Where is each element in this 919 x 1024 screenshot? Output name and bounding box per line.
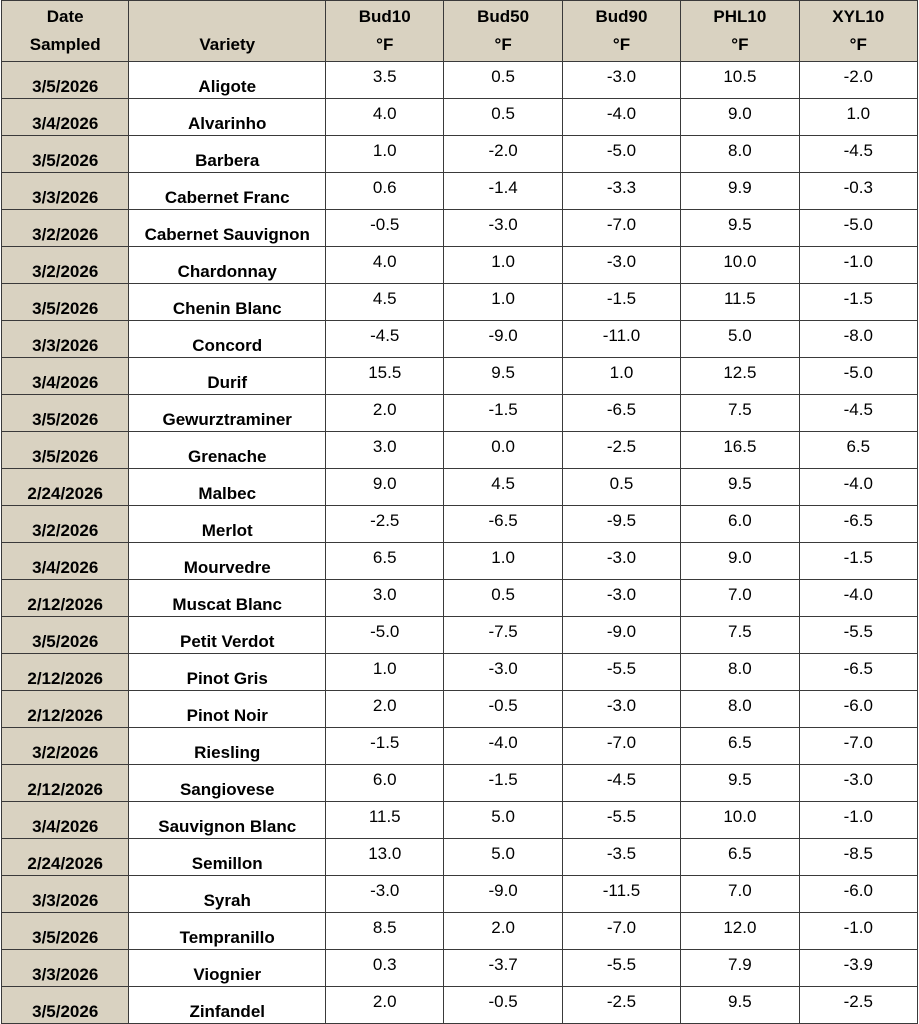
variety-cell: Alvarinho (129, 99, 326, 136)
variety-cell: Zinfandel (129, 987, 326, 1024)
date-sampled-cell: 3/5/2026 (2, 284, 129, 321)
cold-hardiness-table (1, 0, 918, 1024)
bud90-cell: -1.5 (562, 284, 680, 321)
header-xyl10-label: XYL10 (832, 7, 885, 26)
table-row (2, 358, 918, 395)
xyl10-cell: -1.0 (799, 247, 917, 284)
variety-cell: Tempranillo (129, 913, 326, 950)
table-body (2, 62, 918, 1024)
bud50-cell: -7.5 (444, 617, 562, 654)
bud90-cell: -4.0 (562, 99, 680, 136)
xyl10-cell: -1.0 (799, 913, 917, 950)
xyl10-cell: -4.5 (799, 395, 917, 432)
header-xyl10 (799, 1, 917, 62)
xyl10-cell: -1.5 (799, 543, 917, 580)
table-row (2, 247, 918, 284)
variety-cell: Muscat Blanc (129, 580, 326, 617)
header-date-line1: Date (46, 7, 84, 26)
bud90-cell: -4.5 (562, 765, 680, 802)
bud50-cell: -0.5 (444, 691, 562, 728)
table-row (2, 691, 918, 728)
date-sampled-cell: 3/2/2026 (2, 210, 129, 247)
date-sampled-cell: 3/4/2026 (2, 543, 129, 580)
bud90-cell: -3.5 (562, 839, 680, 876)
variety-cell: Pinot Noir (129, 691, 326, 728)
bud90-cell: -5.5 (562, 802, 680, 839)
bud90-cell: -2.5 (562, 432, 680, 469)
phl10-cell: 10.0 (681, 247, 799, 284)
bud50-cell: 5.0 (444, 839, 562, 876)
table-row (2, 173, 918, 210)
phl10-cell: 9.5 (681, 987, 799, 1024)
phl10-cell: 9.5 (681, 469, 799, 506)
header-bud90-label: Bud90 (595, 7, 648, 26)
bud50-cell: 1.0 (444, 543, 562, 580)
bud50-cell: -3.0 (444, 654, 562, 691)
date-sampled-cell: 3/5/2026 (2, 62, 129, 99)
phl10-cell: 7.5 (681, 617, 799, 654)
xyl10-cell: -5.0 (799, 210, 917, 247)
bud50-cell: 1.0 (444, 284, 562, 321)
header-variety-label: Variety (199, 35, 256, 54)
phl10-cell: 16.5 (681, 432, 799, 469)
phl10-cell: 9.5 (681, 765, 799, 802)
bud10-cell: 1.0 (326, 654, 444, 691)
xyl10-cell: -4.0 (799, 580, 917, 617)
phl10-cell: 11.5 (681, 284, 799, 321)
xyl10-cell: -2.5 (799, 987, 917, 1024)
bud90-cell: -7.0 (562, 728, 680, 765)
bud50-cell: -3.0 (444, 210, 562, 247)
xyl10-cell: -0.3 (799, 173, 917, 210)
variety-cell: Barbera (129, 136, 326, 173)
bud50-cell: 9.5 (444, 358, 562, 395)
bud90-cell: 1.0 (562, 358, 680, 395)
phl10-cell: 6.5 (681, 728, 799, 765)
bud50-cell: 0.0 (444, 432, 562, 469)
date-sampled-cell: 2/12/2026 (2, 654, 129, 691)
bud10-cell: 15.5 (326, 358, 444, 395)
phl10-cell: 9.9 (681, 173, 799, 210)
variety-cell: Petit Verdot (129, 617, 326, 654)
table-row (2, 580, 918, 617)
date-sampled-cell: 2/12/2026 (2, 580, 129, 617)
header-bud50-label: Bud50 (477, 7, 530, 26)
variety-cell: Syrah (129, 876, 326, 913)
header-bud50-unit: °F (494, 35, 512, 54)
variety-cell: Pinot Gris (129, 654, 326, 691)
xyl10-cell: -4.0 (799, 469, 917, 506)
bud10-cell: 6.5 (326, 543, 444, 580)
xyl10-cell: -5.0 (799, 358, 917, 395)
table-row (2, 617, 918, 654)
date-sampled-cell: 3/4/2026 (2, 99, 129, 136)
phl10-cell: 12.5 (681, 358, 799, 395)
date-sampled-cell: 3/2/2026 (2, 728, 129, 765)
header-phl10 (681, 1, 799, 62)
date-sampled-cell: 3/5/2026 (2, 395, 129, 432)
table-row (2, 765, 918, 802)
bud50-cell: -3.7 (444, 950, 562, 987)
bud50-cell: -1.4 (444, 173, 562, 210)
table-row (2, 136, 918, 173)
bud50-cell: -9.0 (444, 321, 562, 358)
bud50-cell: 0.5 (444, 62, 562, 99)
bud90-cell: -2.5 (562, 987, 680, 1024)
phl10-cell: 7.5 (681, 395, 799, 432)
table-row (2, 543, 918, 580)
bud10-cell: 6.0 (326, 765, 444, 802)
bud90-cell: -3.0 (562, 247, 680, 284)
variety-cell: Durif (129, 358, 326, 395)
table-row (2, 654, 918, 691)
date-sampled-cell: 3/5/2026 (2, 136, 129, 173)
table-row (2, 210, 918, 247)
xyl10-cell: -3.9 (799, 950, 917, 987)
variety-cell: Chardonnay (129, 247, 326, 284)
bud10-cell: 0.6 (326, 173, 444, 210)
date-sampled-cell: 3/2/2026 (2, 247, 129, 284)
header-phl10-label: PHL10 (713, 7, 767, 26)
bud90-cell: -11.5 (562, 876, 680, 913)
xyl10-cell: 6.5 (799, 432, 917, 469)
variety-cell: Mourvedre (129, 543, 326, 580)
bud50-cell: 1.0 (444, 247, 562, 284)
xyl10-cell: -7.0 (799, 728, 917, 765)
xyl10-cell: -6.5 (799, 654, 917, 691)
date-sampled-cell: 2/12/2026 (2, 765, 129, 802)
bud90-cell: -3.0 (562, 691, 680, 728)
bud50-cell: -2.0 (444, 136, 562, 173)
phl10-cell: 12.0 (681, 913, 799, 950)
bud10-cell: 0.3 (326, 950, 444, 987)
date-sampled-cell: 3/3/2026 (2, 173, 129, 210)
phl10-cell: 10.5 (681, 62, 799, 99)
variety-cell: Grenache (129, 432, 326, 469)
bud10-cell: 13.0 (326, 839, 444, 876)
table-row (2, 395, 918, 432)
variety-cell: Riesling (129, 728, 326, 765)
bud50-cell: -1.5 (444, 765, 562, 802)
bud90-cell: -5.5 (562, 654, 680, 691)
bud10-cell: 2.0 (326, 691, 444, 728)
bud10-cell: 3.0 (326, 580, 444, 617)
xyl10-cell: -8.5 (799, 839, 917, 876)
phl10-cell: 8.0 (681, 691, 799, 728)
variety-cell: Chenin Blanc (129, 284, 326, 321)
table-row (2, 321, 918, 358)
phl10-cell: 8.0 (681, 654, 799, 691)
date-sampled-cell: 3/5/2026 (2, 617, 129, 654)
xyl10-cell: -2.0 (799, 62, 917, 99)
variety-cell: Cabernet Franc (129, 173, 326, 210)
bud90-cell: -7.0 (562, 210, 680, 247)
bud10-cell: 3.0 (326, 432, 444, 469)
bud50-cell: -6.5 (444, 506, 562, 543)
date-sampled-cell: 2/24/2026 (2, 839, 129, 876)
bud10-cell: 4.5 (326, 284, 444, 321)
bud90-cell: -3.0 (562, 62, 680, 99)
bud90-cell: -6.5 (562, 395, 680, 432)
bud50-cell: -0.5 (444, 987, 562, 1024)
phl10-cell: 6.0 (681, 506, 799, 543)
table-row (2, 876, 918, 913)
bud90-cell: -3.0 (562, 543, 680, 580)
header-bud10-unit: °F (376, 35, 394, 54)
header-date-sampled (2, 1, 129, 62)
bud10-cell: -5.0 (326, 617, 444, 654)
bud10-cell: 4.0 (326, 99, 444, 136)
table-row (2, 913, 918, 950)
bud50-cell: 4.5 (444, 469, 562, 506)
bud50-cell: 0.5 (444, 99, 562, 136)
bud50-cell: -9.0 (444, 876, 562, 913)
xyl10-cell: -3.0 (799, 765, 917, 802)
bud50-cell: -4.0 (444, 728, 562, 765)
header-row (2, 1, 918, 62)
phl10-cell: 8.0 (681, 136, 799, 173)
phl10-cell: 5.0 (681, 321, 799, 358)
bud90-cell: -5.5 (562, 950, 680, 987)
bud50-cell: 2.0 (444, 913, 562, 950)
date-sampled-cell: 2/12/2026 (2, 691, 129, 728)
xyl10-cell: -4.5 (799, 136, 917, 173)
phl10-cell: 9.0 (681, 99, 799, 136)
variety-cell: Sangiovese (129, 765, 326, 802)
date-sampled-cell: 3/3/2026 (2, 321, 129, 358)
variety-cell: Merlot (129, 506, 326, 543)
variety-cell: Cabernet Sauvignon (129, 210, 326, 247)
header-date-line2: Sampled (29, 35, 101, 54)
bud90-cell: -9.5 (562, 506, 680, 543)
variety-cell: Semillon (129, 839, 326, 876)
bud10-cell: -0.5 (326, 210, 444, 247)
header-bud50 (444, 1, 562, 62)
bud90-cell: -9.0 (562, 617, 680, 654)
table-row (2, 506, 918, 543)
xyl10-cell: -1.5 (799, 284, 917, 321)
bud50-cell: 5.0 (444, 802, 562, 839)
table-row (2, 839, 918, 876)
phl10-cell: 7.9 (681, 950, 799, 987)
xyl10-cell: -6.5 (799, 506, 917, 543)
table-row (2, 62, 918, 99)
bud10-cell: -4.5 (326, 321, 444, 358)
bud90-cell: 0.5 (562, 469, 680, 506)
phl10-cell: 7.0 (681, 876, 799, 913)
bud50-cell: -1.5 (444, 395, 562, 432)
bud90-cell: -5.0 (562, 136, 680, 173)
bud10-cell: 1.0 (326, 136, 444, 173)
date-sampled-cell: 3/5/2026 (2, 987, 129, 1024)
table-row (2, 99, 918, 136)
table-row (2, 950, 918, 987)
bud10-cell: 2.0 (326, 395, 444, 432)
header-bud90-unit: °F (612, 35, 631, 54)
xyl10-cell: -6.0 (799, 691, 917, 728)
table-row (2, 802, 918, 839)
phl10-cell: 9.5 (681, 210, 799, 247)
header-bud10-label: Bud10 (358, 7, 411, 26)
date-sampled-cell: 3/4/2026 (2, 802, 129, 839)
date-sampled-cell: 3/4/2026 (2, 358, 129, 395)
table-row (2, 432, 918, 469)
phl10-cell: 7.0 (681, 580, 799, 617)
phl10-cell: 10.0 (681, 802, 799, 839)
date-sampled-cell: 3/2/2026 (2, 506, 129, 543)
header-bud10 (326, 1, 444, 62)
bud10-cell: 3.5 (326, 62, 444, 99)
header-xyl10-unit: °F (849, 35, 867, 54)
xyl10-cell: -6.0 (799, 876, 917, 913)
bud50-cell: 0.5 (444, 580, 562, 617)
variety-cell: Gewurztraminer (129, 395, 326, 432)
variety-cell: Concord (129, 321, 326, 358)
bud10-cell: -1.5 (326, 728, 444, 765)
date-sampled-cell: 3/5/2026 (2, 913, 129, 950)
bud10-cell: -2.5 (326, 506, 444, 543)
bud10-cell: 9.0 (326, 469, 444, 506)
table-row (2, 728, 918, 765)
bud90-cell: -3.3 (562, 173, 680, 210)
table-row (2, 284, 918, 321)
variety-cell: Aligote (129, 62, 326, 99)
phl10-cell: 6.5 (681, 839, 799, 876)
variety-cell: Sauvignon Blanc (129, 802, 326, 839)
date-sampled-cell: 2/24/2026 (2, 469, 129, 506)
phl10-cell: 9.0 (681, 543, 799, 580)
bud10-cell: 4.0 (326, 247, 444, 284)
bud10-cell: -3.0 (326, 876, 444, 913)
header-phl10-unit: °F (731, 35, 749, 54)
table-row (2, 987, 918, 1024)
date-sampled-cell: 3/3/2026 (2, 876, 129, 913)
variety-cell: Malbec (129, 469, 326, 506)
xyl10-cell: -8.0 (799, 321, 917, 358)
date-sampled-cell: 3/5/2026 (2, 432, 129, 469)
header-bud90 (562, 1, 680, 62)
bud90-cell: -7.0 (562, 913, 680, 950)
bud10-cell: 8.5 (326, 913, 444, 950)
xyl10-cell: -1.0 (799, 802, 917, 839)
xyl10-cell: 1.0 (799, 99, 917, 136)
header-variety (129, 1, 326, 62)
bud90-cell: -3.0 (562, 580, 680, 617)
table-header (2, 1, 918, 62)
bud10-cell: 2.0 (326, 987, 444, 1024)
variety-cell: Viognier (129, 950, 326, 987)
bud90-cell: -11.0 (562, 321, 680, 358)
xyl10-cell: -5.5 (799, 617, 917, 654)
bud10-cell: 11.5 (326, 802, 444, 839)
date-sampled-cell: 3/3/2026 (2, 950, 129, 987)
table-row (2, 469, 918, 506)
